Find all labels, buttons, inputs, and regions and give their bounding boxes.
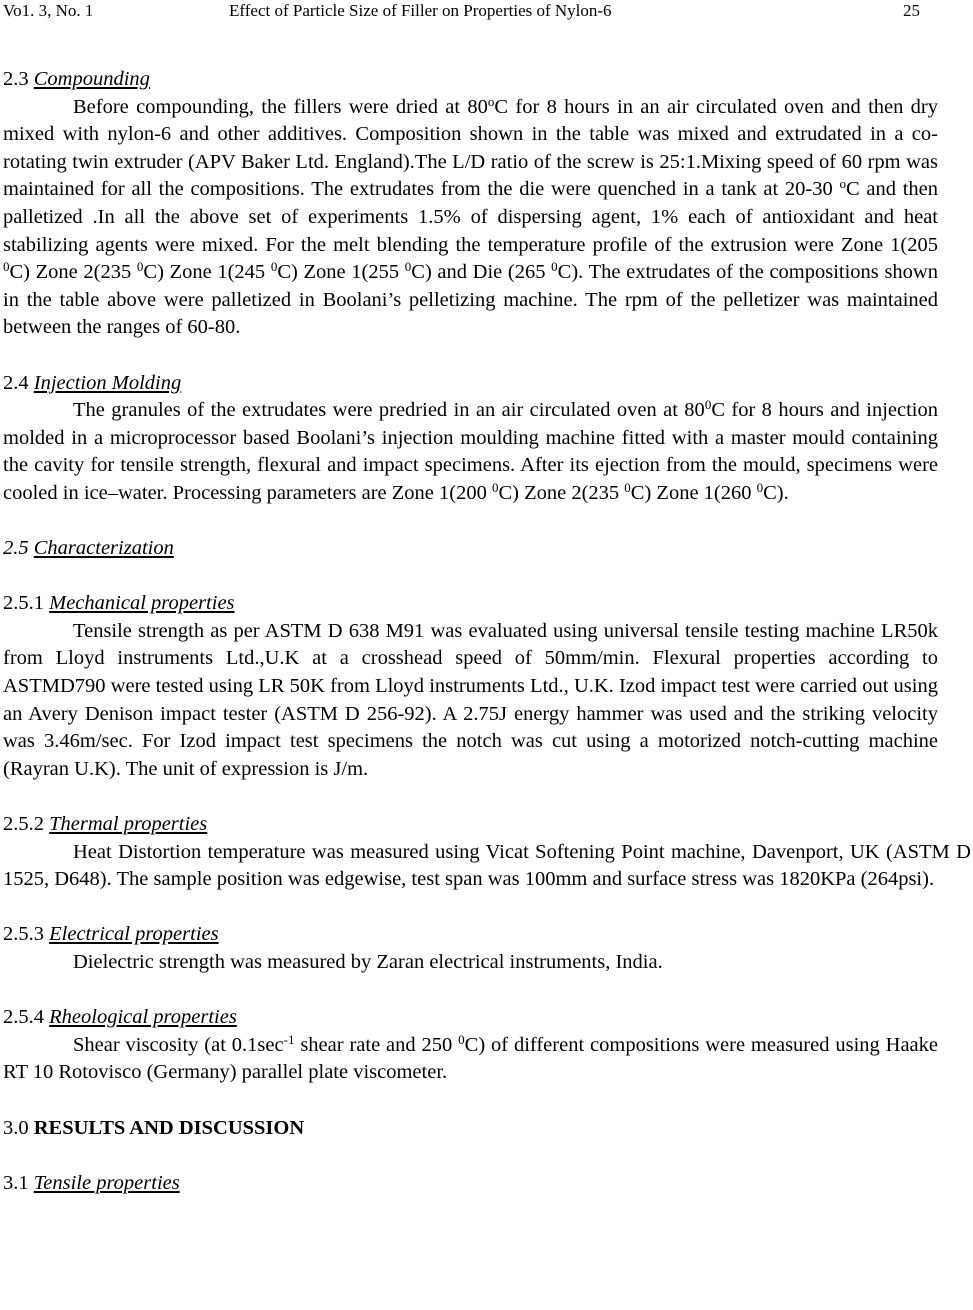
superscript: 0 xyxy=(624,479,631,495)
section-number: 2.5.4 xyxy=(3,1006,44,1029)
superscript: 0 xyxy=(551,259,558,275)
section-number: 2.5.3 xyxy=(3,923,44,946)
text-run: C) Zone 1(245 xyxy=(143,261,271,284)
section-title: Injection Molding xyxy=(33,371,182,394)
paragraph-injection-molding xyxy=(3,397,938,507)
section-title: Thermal properties xyxy=(49,813,208,836)
heading-results-and-discussion xyxy=(3,1115,938,1143)
heading-injection-molding xyxy=(3,370,938,398)
text-run: The granules of the extrudates were predried in an air circulated oven at 80 xyxy=(73,399,705,422)
running-title: Effect of Particle Size of Filler on Properties of Nylon-6 xyxy=(229,1,612,20)
text-run: C and then palletized .In all the above set of experiments 1.5% of dispersing agent, 1% each of antioxidant and heat stabilizing agents were mixed. For the melt blending the temperature profile of the extrusion were Zone 1(205 xyxy=(3,178,938,256)
heading-tensile-properties xyxy=(3,1170,938,1198)
section-title: Mechanical properties xyxy=(49,592,235,615)
paragraph-mechanical-properties: Tensile strength as per ASTM D 638 M91 was evaluated using universal tensile testing machine LR50k from Lloyd instruments Ltd.,U.K at a crosshead speed of 50mm/min. Flexural properties according to ASTMD790 were tested using LR 50K from Lloyd instruments Ltd., U.K. Izod impact test were carried out using an Avery Denison impact tester (ASTM D 256-92). A 2.75J energy hammer was used and the striking velocity was 3.46m/sec. For Izod impact test specimens the notch was cut using a motorized notch-cutting machine (Rayran U.K). The unit of expression is J/m. xyxy=(3,619,938,780)
section-title: Rheological properties xyxy=(49,1006,237,1029)
text-run: Before compounding, the fillers were dried at 80 xyxy=(73,95,488,118)
heading-thermal-properties xyxy=(3,811,938,839)
superscript: 0 xyxy=(491,479,499,495)
section-title: Characterization xyxy=(33,537,174,560)
superscript: o xyxy=(839,176,846,192)
superscript: -1 xyxy=(283,1031,295,1047)
text-run: C) of different compositions were measured using Haake RT 10 Rotovisco (Germany) parallel plate viscometer. xyxy=(3,1033,938,1084)
text-run: C for 8 hours and injection molded in a microprocessor based Boolani’s injection moulding machine fitted with a master mould containing the cavity for tensile strength, flexural and impact specimens. After its ejection from the mould, specimens were cooled in ice–water. Processing parameters are Zone 1(200 xyxy=(3,399,938,504)
text-run: shear rate and 250 xyxy=(294,1033,459,1056)
section-title: Compounding xyxy=(33,68,150,90)
superscript: 0 xyxy=(3,259,10,275)
page-header xyxy=(0,0,973,24)
text-run: C) Zone 1(260 xyxy=(630,481,757,504)
heading-characterization xyxy=(3,535,938,563)
section-title: Tensile properties xyxy=(33,1171,180,1194)
paragraph-thermal-properties: Heat Distortion temperature was measured using Vicat Softening Point machine, Davenport, UK (ASTM D 1525, D648). The sample position was edgewise, test span was 100mm and surface stress was 1820KPa (264psi). xyxy=(3,840,971,891)
section-title: Electrical properties xyxy=(49,923,219,946)
section-number: 2.5.1 xyxy=(3,592,44,615)
heading-electrical-properties xyxy=(3,921,938,949)
section-number: 3.0 xyxy=(3,1116,29,1139)
superscript: 0 xyxy=(270,259,278,275)
document-body xyxy=(3,66,971,1197)
text-run: C for 8 hours in an air circulated oven and then dry mixed with nylon-6 and other additives. Composition shown in the table was mixed and extrudated in a co-rotating twin extruder (APV Baker Ltd. England).The L/D ratio of the screw is 25:1.Mixing speed of 60 rpm was maintained for all the compositions. The extrudates from the die were quenched in a tank at 20-30 xyxy=(3,95,938,201)
section-number: 3.1 xyxy=(3,1171,29,1194)
section-number: 2.5 xyxy=(3,537,29,560)
text-run: C) and Die (265 xyxy=(411,261,552,284)
paragraph-compounding xyxy=(3,94,938,342)
heading-rheological-properties xyxy=(3,1004,938,1032)
text-run: C) Zone 1(255 xyxy=(277,261,405,284)
heading-mechanical-properties xyxy=(3,590,938,618)
heading-compounding xyxy=(3,66,938,94)
superscript: 0 xyxy=(704,397,712,413)
paragraph-rheological-properties xyxy=(3,1032,938,1087)
section-number: 2.3 xyxy=(3,68,29,90)
text-run: C). The extrudates of the compositions shown in the table above were palletized in Boolani’s pelletizing machine. The rpm of the pelletizer was maintained between the ranges of 60-80. xyxy=(3,261,938,339)
text-run: C). xyxy=(763,481,789,504)
journal-volume: Vo1. 3, No. 1 xyxy=(3,1,94,20)
page-number: 25 xyxy=(903,1,920,20)
text-run: Shear viscosity (at 0.1sec xyxy=(73,1033,284,1056)
superscript: 0 xyxy=(458,1031,465,1047)
superscript: 0 xyxy=(756,479,764,495)
section-title: RESULTS AND DISCUSSION xyxy=(33,1116,305,1139)
paragraph-electrical-properties: Dielectric strength was measured by Zaran electrical instruments, India. xyxy=(73,951,663,973)
section-number: 2.4 xyxy=(3,371,29,394)
superscript: 0 xyxy=(404,259,412,275)
superscript: 0 xyxy=(136,259,144,275)
text-run: C) Zone 2(235 xyxy=(9,261,137,284)
superscript: o xyxy=(487,93,495,109)
text-run: C) Zone 2(235 xyxy=(498,481,625,504)
section-number: 2.5.2 xyxy=(3,813,44,836)
